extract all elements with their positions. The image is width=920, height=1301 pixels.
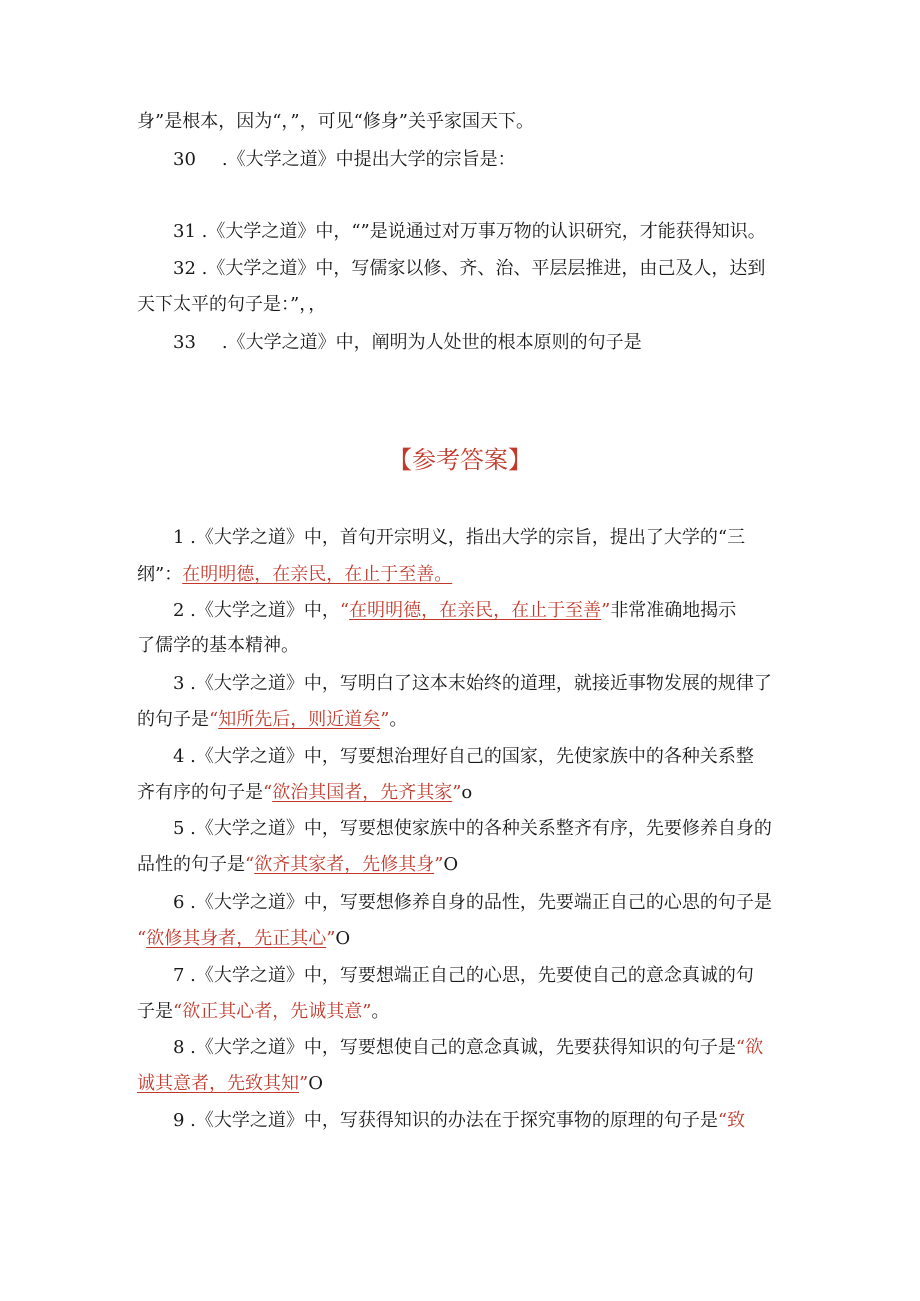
answer-6-line2: “欲修其身者，先正其心”O [137,928,351,949]
answer-7-text: “欲正其心者，先诚其意” [173,1001,372,1022]
answer-8-line2: 诚其意者，先致其知”O [137,1073,323,1094]
answer-1-line1: 1 .《大学之道》中，首句开宗明义，指出大学的宗旨，提出了大学的“三 [173,527,746,548]
answer-5-text: 欲齐其家者，先修其身 [254,854,435,875]
answer-7-line2: 子是“欲正其心者，先诚其意”。 [137,1001,390,1022]
question-30: 30 .《大学之道》中提出大学的宗旨是： [173,149,516,170]
answer-9-text: “致 [717,1110,746,1131]
question-31: 31 .《大学之道》中，“”是说通过对万事万物的认识研究，才能获得知识。 [173,221,766,242]
answer-5-line2: 品性的句子是“欲齐其家者，先修其身”O [137,854,459,875]
answer-6-text: 欲修其身者，先正其心 [146,928,327,949]
answer-6-line1: 6 .《大学之道》中，写要想修养自身的品性，先要端正自己的心思的句子是 [173,892,772,913]
answer-8-line1: 8 .《大学之道》中，写要想使自己的意念真诚，先要获得知识的句子是“欲 [173,1037,764,1058]
answers-heading: 【参考答案】 [388,446,532,474]
answer-2-line2: 了儒学的基本精神。 [137,635,299,656]
answer-7-line1: 7 .《大学之道》中，写要想端正自己的心思，先要使自己的意念真诚的句 [173,965,754,986]
answer-2-text: 在明明德，在亲民，在止于至善 [349,600,602,621]
answer-3-line1: 3 .《大学之道》中，写明白了这本末始终的道理，就接近事物发展的规律了 [173,673,772,694]
answer-1-line2: 纲”：在明明德，在亲民，在止于至善。 [137,564,453,585]
answer-5-line1: 5 .《大学之道》中，写要想使家族中的各种关系整齐有序，先要修养自身的 [173,818,772,839]
question-29-tail: 身”是根本，因为“，”，可见“修身”关乎家国天下。 [137,111,535,132]
answer-1-text: 在明明德，在亲民，在止于至善。 [182,564,453,585]
answer-8-text: 诚其意者，先致其知 [137,1073,299,1094]
answer-4-line1: 4 .《大学之道》中，写要想治理好自己的国家，先使家族中的各种关系整 [173,746,754,767]
answer-9-line1: 9 .《大学之道》中，写获得知识的办法在于探究事物的原理的句子是“致 [173,1110,746,1131]
question-32-line1: 32 .《大学之道》中，写儒家以修、齐、治、平层层推进，由己及人，达到 [173,258,766,279]
question-32-line2: 天下太平的句子是：”，， [137,294,327,315]
answer-2-line1: 2 .《大学之道》中，“在明明德，在亲民，在止于至善”非常准确地揭示 [173,600,737,621]
answer-3-text: 知所先后，则近道矣 [218,709,381,730]
answer-4-text: 欲治其国者，先齐其家 [272,782,453,803]
question-33: 33 .《大学之道》中，阐明为人处世的根本原则的句子是 [173,332,642,353]
answer-4-line2: 齐有序的句子是“欲治其国者，先齐其家”o [137,782,473,803]
answer-3-line2: 的句子是“知所先后，则近道矣”。 [137,709,408,730]
